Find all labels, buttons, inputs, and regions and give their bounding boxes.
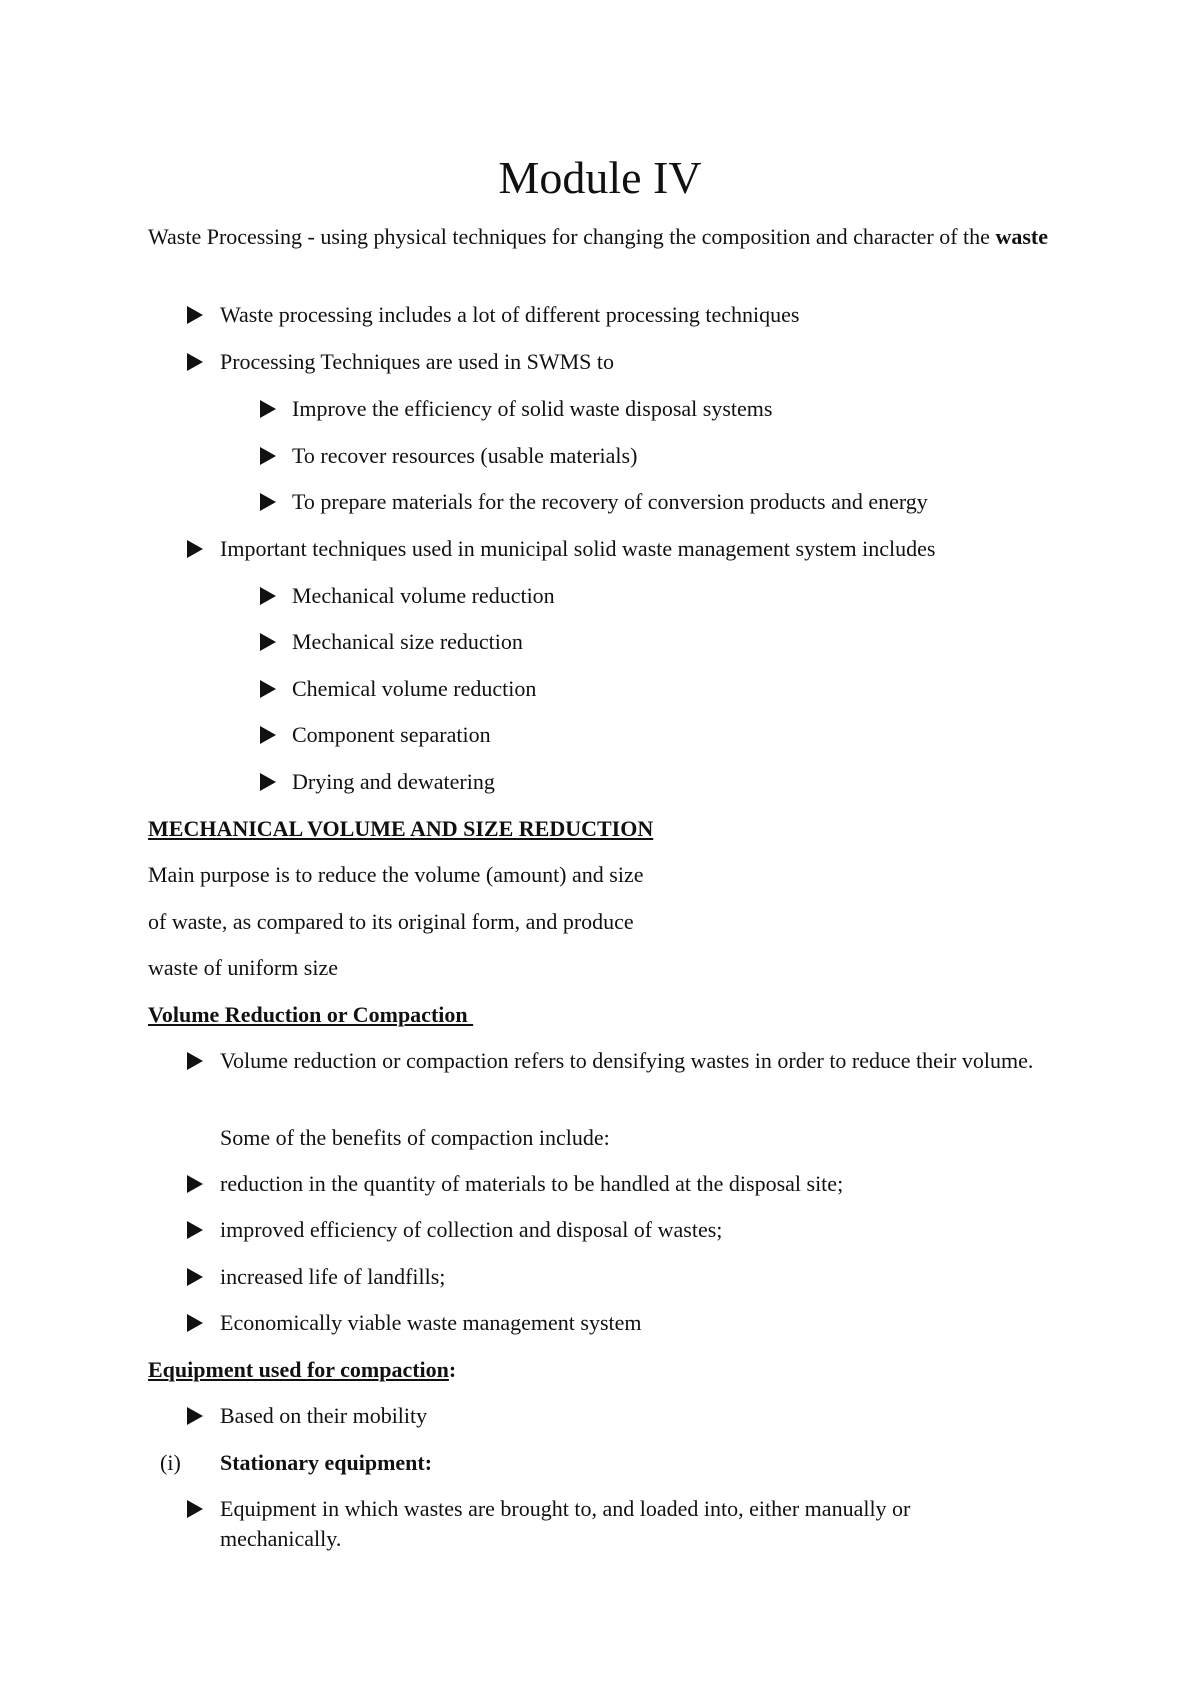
intro-text: Waste Processing - using physical techniques for changing the composition and character of the [148, 224, 990, 249]
arrow-bullet-icon [259, 631, 277, 653]
arrow-bullet-icon [259, 724, 277, 746]
arrow-bullet-icon [186, 1173, 204, 1195]
list-item: improved efficiency of collection and disposal of wastes; [220, 1217, 723, 1242]
list-item: Mechanical volume reduction [292, 583, 555, 608]
intro-bold-word: waste [995, 224, 1048, 249]
arrow-bullet-icon [186, 1312, 204, 1334]
arrow-bullet-icon [186, 1219, 204, 1241]
section-heading-compaction: Volume Reduction or Compaction [148, 1002, 474, 1027]
list-item: reduction in the quantity of materials to be handled at the disposal site; [220, 1171, 844, 1196]
arrow-bullet-icon [186, 538, 204, 560]
arrow-bullet-icon [259, 398, 277, 420]
equipment-heading-text: Equipment used for compaction [148, 1357, 449, 1382]
list-item: Waste processing includes a lot of different processing techniques [220, 302, 800, 327]
arrow-bullet-icon [259, 445, 277, 467]
list-item-stationary-desc: Equipment in which wastes are brought to, and loaded into, either manually or mechanically. [220, 1496, 911, 1551]
arrow-bullet-icon [186, 1266, 204, 1288]
list-item: Drying and dewatering [292, 769, 495, 794]
list-item: Component separation [292, 722, 491, 747]
list-item: Based on their mobility [220, 1403, 428, 1428]
paragraph-line: waste of uniform size [148, 955, 338, 980]
item-number: (i) [160, 1450, 181, 1475]
arrow-bullet-icon [259, 771, 277, 793]
arrow-bullet-icon [259, 678, 277, 700]
arrow-bullet-icon [186, 304, 204, 326]
arrow-bullet-icon [186, 351, 204, 373]
page-title: Module IV [498, 152, 702, 203]
arrow-bullet-icon [186, 1498, 204, 1520]
list-item-definition: Volume reduction or compaction refers to densifying wastes in order to reduce their volume. [220, 1048, 1034, 1073]
equipment-heading-suffix: : [448, 1357, 457, 1382]
arrow-bullet-icon [259, 491, 277, 513]
arrow-bullet-icon [259, 585, 277, 607]
section-heading-mechanical-reduction: MECHANICAL VOLUME AND SIZE REDUCTION [148, 816, 654, 841]
list-item: Mechanical size reduction [292, 629, 523, 654]
list-item: Processing Techniques are used in SWMS to [220, 349, 615, 374]
intro-paragraph [148, 222, 1068, 252]
paragraph-line: Main purpose is to reduce the volume (amount) and size [148, 862, 644, 887]
list-item: Improve the efficiency of solid waste disposal systems [292, 396, 773, 421]
list-item: Economically viable waste management system [220, 1310, 642, 1335]
benefits-intro: Some of the benefits of compaction include: [220, 1125, 610, 1150]
section-heading-equipment [148, 1355, 456, 1385]
paragraph-line: of waste, as compared to its original form, and produce [148, 909, 634, 934]
list-item: Chemical volume reduction [292, 676, 537, 701]
list-item: To recover resources (usable materials) [292, 443, 638, 468]
arrow-bullet-icon [186, 1405, 204, 1427]
item-title-stationary: Stationary equipment: [220, 1450, 433, 1475]
list-item: increased life of landfills; [220, 1264, 446, 1289]
list-item: Important techniques used in municipal solid waste management system includes [220, 536, 936, 561]
arrow-bullet-icon [186, 1050, 204, 1072]
list-item: To prepare materials for the recovery of conversion products and energy [292, 489, 928, 514]
